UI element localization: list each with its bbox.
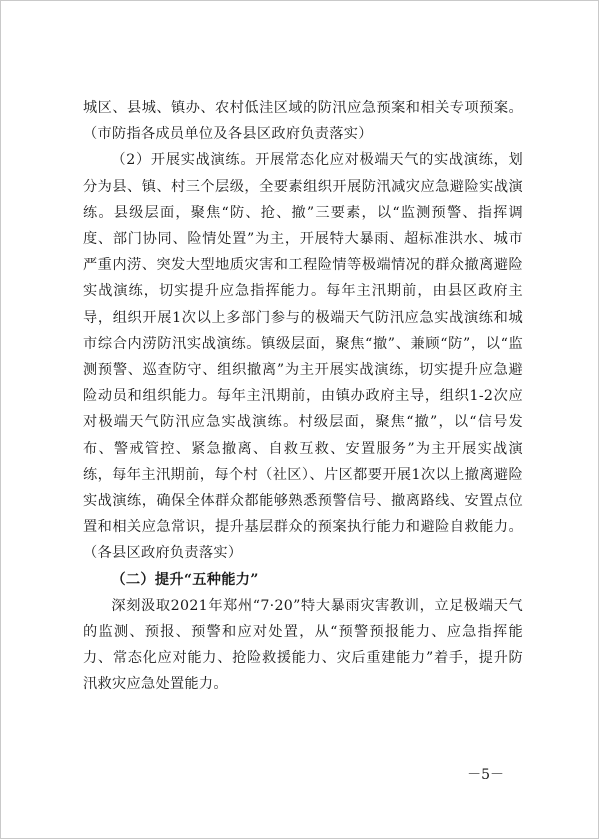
page-number: －5－ bbox=[467, 767, 504, 783]
section-heading: （二）提升“五种能力” bbox=[111, 571, 259, 588]
paragraph-3: 深刻汲取2021年郑州“7·20”特大暴雨灾害教训，立足极端天气的监测、预报、预警和应对处置，从“预警预报能力、应急指挥能力、常态化应对能力、抢险救援能力、灾后重建能力”着手，提升防汛救灾应急处置能力。 bbox=[83, 597, 523, 693]
document-body bbox=[83, 95, 523, 698]
paragraph-1: 城区、县城、镇办、农村低洼区域的防汛应急预案和相关专项预案。（市防指各成员单位及各县区政府负责落实） bbox=[83, 100, 523, 143]
paragraph-2: （2）开展实战演练。开展常态化应对极端天气的实战演练，划分为县、镇、村三个层级，全要素组织开展防汛减灾应急避险实战演练。县级层面，聚焦“防、抢、撤”三要素，以“监测预警、指挥调度、部门协同、险情处置”为主，开展特大暴雨、超标准洪水、城市严重内涝、突发大型地质灾害和工程险情等极端情况的群众撤离避险实战演练，切实提升应急指挥能力。每年主汛期前，由县区政府主导，组织开展1次以上多部门参与的极端天气防汛应急实战演练和城市综合内涝防汛实战演练。镇级层面，聚焦“撤”、兼顾“防”，以“监测预警、巡查防守、组织撤离”为主开展实战演练，切实提升应急避险动员和组织能力。每年主汛期前，由镇办政府主导，组织1-2次应对极端天气防汛应急实战演练。村级层面，聚焦“撤”，以“信号发布、警戒管控、紧急撤离、自救互救、安置服务”为主开展实战演练，每年主汛期前，每个村（社区）、片区都要开展1次以上撤离避险实战演练，确保全体群众都能够熟悉预警信号、撤离路线、安置点位置和相关应急常识，提升基层群众的预案执行能力和避险自救能力。（各县区政府负责落实） bbox=[83, 152, 523, 562]
